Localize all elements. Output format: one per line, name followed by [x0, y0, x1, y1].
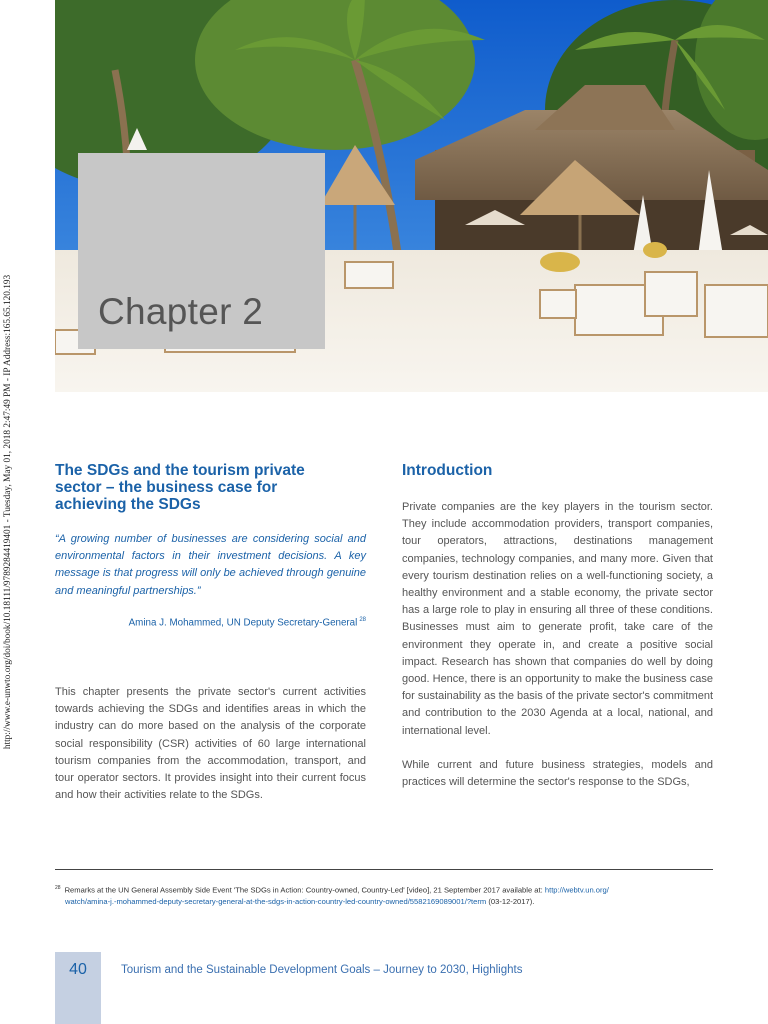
- left-column: [55, 462, 366, 805]
- chapter-label: Chapter 2: [98, 291, 264, 332]
- chapter-heading-line-1: The SDGs and the tourism private: [55, 462, 305, 479]
- page-number-box: [55, 952, 101, 1024]
- attribution-text: Amina J. Mohammed, UN Deputy Secretary-General: [128, 617, 358, 629]
- introduction-paragraph-2: While current and future business strategies, models and practices will determine the sector's response to the SDGs,: [402, 758, 713, 789]
- chapter-heading-line-2: sector – the business case for: [55, 479, 278, 496]
- footnote-link-start[interactable]: http://webtv.un.org/: [544, 885, 609, 895]
- watermark-text: http://www.e-unwto.org/doi/book/10.18111/9789284419401 - Tuesday, May 01, 2018 2:47:49 PM - IP Address:165.65.120.193: [3, 274, 13, 750]
- footnote-number: 28: [55, 885, 61, 891]
- introduction-paragraph-1: Private companies are the key players in the tourism sector. They include accommodation providers, transport companies, tour operators, attractions, destinations management companies, technology companies, and many more. Given that every tourism destination relies on a well-functioning society, a healthy environment and a stable economy, the private sector has a large role to play in ensuring all three of these conditions. Businesses must aim to generate profit, take care of the environment they operate in, and create a positive social impact. Research has shown that companies do well by doing good. Hence, there is an opportunity to make the business case for sustainability as the basis of the private sector's commitment and contribution to the 2030 Agenda at a local, national, and international level.: [402, 501, 713, 737]
- section-heading-introduction: Introduction: [402, 462, 493, 479]
- footnote-access-date: (03-12-2017).: [486, 897, 535, 907]
- running-footer-title: Tourism and the Sustainable Development Goals – Journey to 2030, Highlights: [121, 964, 523, 976]
- download-watermark: [0, 0, 16, 1024]
- footnote-divider: [55, 869, 713, 870]
- quote-attribution: [55, 617, 366, 628]
- footnote-link-end[interactable]: watch/amina-j.-mohammed-deputy-secretary-general-at-the-sdgs-in-action-country-led-country-owned/5582169089001/?term: [65, 897, 487, 907]
- footnote-ref[interactable]: 28: [359, 616, 366, 623]
- pull-quote: “A growing number of businesses are considering social and environmental factors in their investment decisions. A key message is that progress will only be achieved through genuine and meaningful partnerships.”: [55, 533, 366, 597]
- chapter-heading-line-3: achieving the SDGs: [55, 496, 201, 513]
- footnote-text: Remarks at the UN General Assembly Side Event 'The SDGs in Action: Country-owned, Country-Led' [video], 21 September 2017 available at:: [64, 885, 545, 895]
- page-number: 40: [69, 961, 87, 978]
- chapter-title-box: [78, 153, 325, 349]
- chapter-heading: [55, 462, 366, 513]
- intro-paragraph: This chapter presents the private sector's current activities towards achieving the SDGs and identifies areas in which the industry can do more based on the analysis of the corporate social responsibility (CSR) activities of 60 large international tourism companies from the accommodation, transport, and tour operator sectors. It provides insight into their current focus and how their activities relate to the SDGs.: [55, 686, 366, 802]
- footnote: [55, 883, 715, 908]
- right-column: [402, 462, 713, 791]
